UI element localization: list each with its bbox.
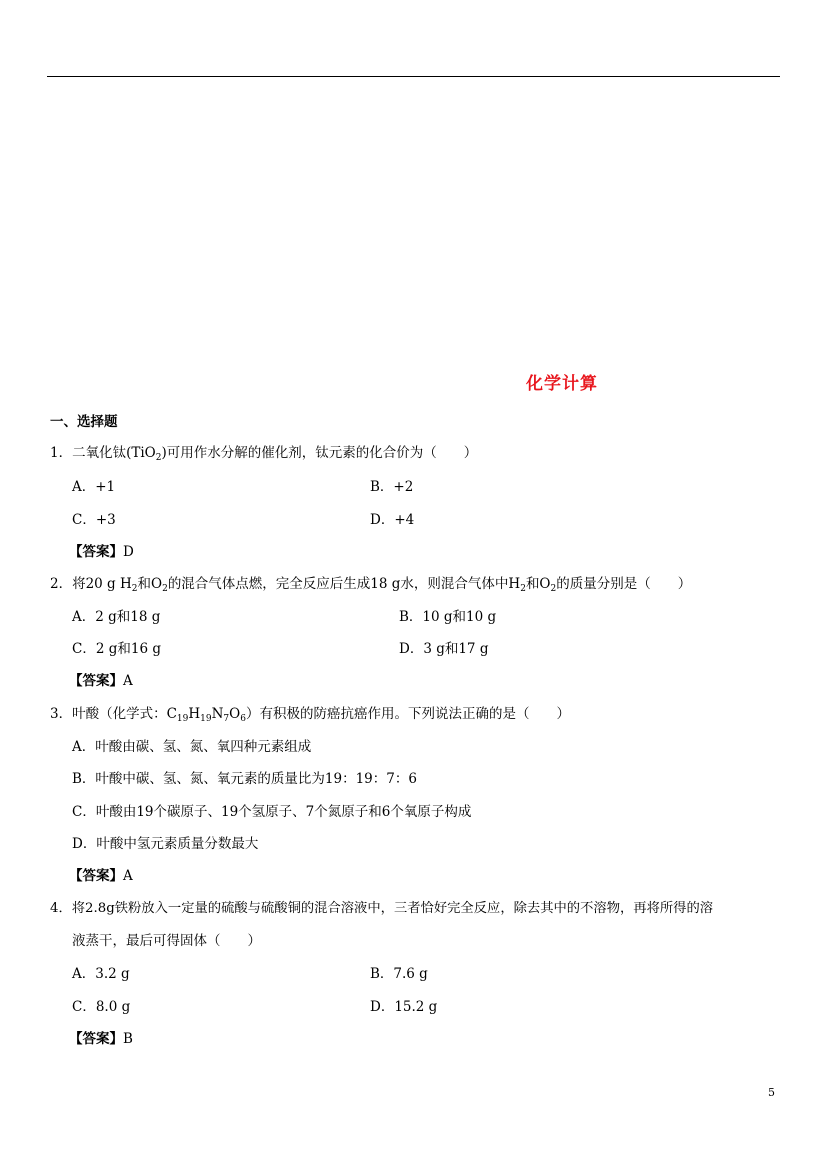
question-3-option-d: D．叶酸中氢元素质量分数最大 <box>72 836 259 852</box>
section-heading: 一、选择题 <box>50 414 118 430</box>
question-2-stem: 2．将20 g $H_2$和$O_2$的混合气体点燃，完全反应后生成18 g水，则混合气体中$H_2$和$O_2$的质量分别是（ ） <box>50 576 692 594</box>
question-3-option-a: A．叶酸由碳、氢、氮、氧四种元素组成 <box>72 739 312 755</box>
question-1-stem: 1．二氧化钛(TiO$_2$)可用作水分解的催化剂，钛元素的化合价为（ ） <box>50 445 478 463</box>
question-4-option-a: A．3.2 g <box>72 966 130 982</box>
question-3-stem: 3．叶酸（化学式：$C_{19}H_{19}N_7O_6$）有积极的防癌抗癌作用。下列说法正确的是（ ） <box>50 706 570 724</box>
question-4-option-c: C．8.0 g <box>72 999 131 1015</box>
question-4-stem-line-2: 液蒸干，最后可得固体（ ） <box>72 933 261 949</box>
document-title: 化学计算 <box>526 374 598 394</box>
question-2-option-a: A．2 g和18 g <box>72 609 161 625</box>
question-2-option-c: C．2 g和16 g <box>72 641 161 657</box>
question-1-option-d: D．+4 <box>370 512 415 528</box>
question-1-option-c: C．+3 <box>72 512 116 528</box>
question-2-option-d: D．3 g和17 g <box>399 641 489 657</box>
question-4-option-b: B．7.6 g <box>370 966 428 982</box>
question-1-option-a: A．+1 <box>72 479 116 495</box>
header-rule <box>47 76 780 77</box>
question-2-option-b: B．10 g和10 g <box>399 609 497 625</box>
question-1-answer: 【答案】D <box>69 544 134 560</box>
question-4-stem-line-1: 4．将2.8g铁粉放入一定量的硫酸与硫酸铜的混合溶液中，三者恰好完全反应，除去其中的不溶物，再将所得的溶 <box>50 901 714 916</box>
question-2-answer: 【答案】A <box>69 673 133 689</box>
question-3-option-c: C．叶酸由19个碳原子、19个氢原子、7个氮原子和6个氧原子构成 <box>72 804 472 820</box>
question-4-answer: 【答案】B <box>69 1031 133 1047</box>
page-number: 5 <box>768 1086 775 1099</box>
question-3-answer: 【答案】A <box>69 868 133 884</box>
question-4-option-d: D．15.2 g <box>370 999 438 1015</box>
question-1-option-b: B．+2 <box>370 479 414 495</box>
question-3-option-b: B．叶酸中碳、氢、氮、氧元素的质量比为19：19：7：6 <box>72 771 417 787</box>
